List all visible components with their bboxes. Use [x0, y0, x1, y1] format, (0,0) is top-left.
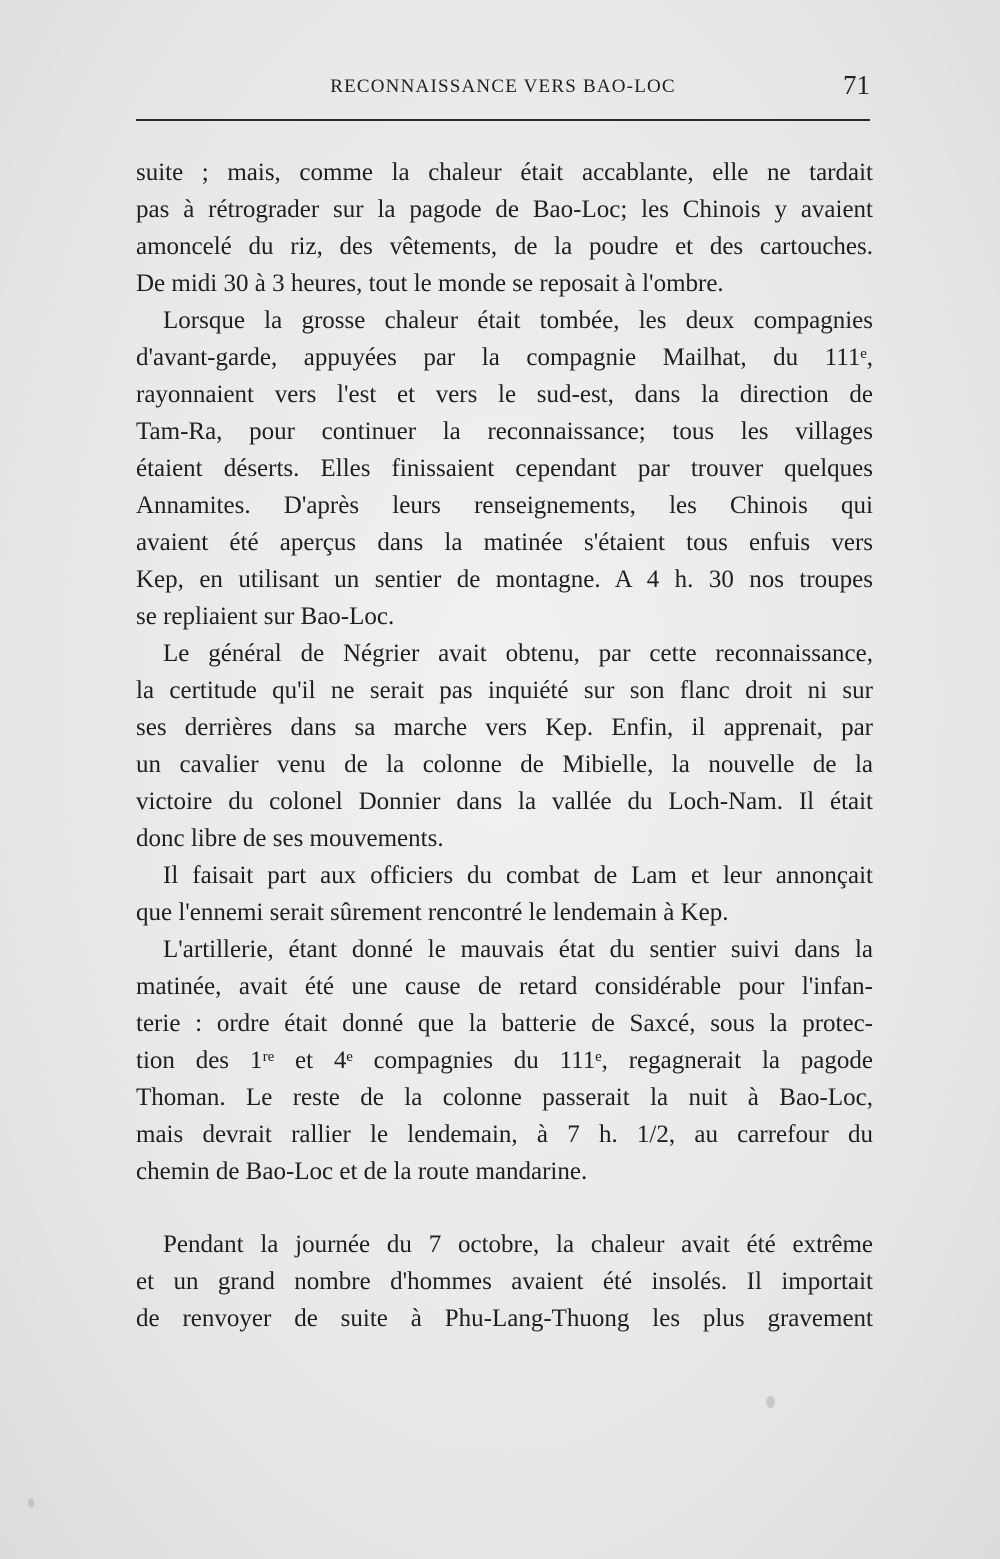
text-line: Le général de Négrier avait obtenu, par cette reconnaissance, — [163, 640, 873, 667]
text-line: que l'ennemi serait sûrement rencontré le lendemain à Kep. — [136, 899, 729, 926]
text-line: Thoman. Le reste de la colonne passerait la nuit à Bao-Loc, — [136, 1084, 873, 1111]
text-line: matinée, avait été une cause de retard considérable pour l'infan- — [136, 973, 873, 1000]
text-line: suite ; mais, comme la chaleur était accablante, elle ne tardait — [136, 159, 873, 186]
text-line: rayonnaient vers l'est et vers le sud-est, dans la direction de — [136, 381, 873, 408]
body-text — [136, 154, 873, 1337]
text-line: pas à rétrograder sur la pagode de Bao-Loc; les Chinois y avaient — [136, 196, 873, 223]
text-line: étaient déserts. Elles finissaient cependant par trouver quelques — [136, 455, 873, 482]
text-line: Tam-Ra, pour continuer la reconnaissance; tous les villages — [136, 418, 873, 445]
text-line: un cavalier venu de la colonne de Mibielle, la nouvelle de la — [136, 751, 873, 778]
text-line: la certitude qu'il ne serait pas inquiété sur son flanc droit ni sur — [136, 677, 873, 704]
text-line: Lorsque la grosse chaleur était tombée, les deux compagnies — [163, 307, 873, 334]
text-line: amoncelé du riz, des vêtements, de la poudre et des cartouches. — [136, 233, 873, 260]
section-gap — [136, 1190, 873, 1226]
text-line: se repliaient sur Bao-Loc. — [136, 603, 395, 630]
text-line: avaient été aperçus dans la matinée s'étaient tous enfuis vers — [136, 529, 873, 556]
text-line: ses derrières dans sa marche vers Kep. Enfin, il apprenait, par — [136, 714, 873, 741]
running-title: RECONNAISSANCE VERS BAO-LOC — [330, 76, 676, 97]
text-line: L'artillerie, étant donné le mauvais état du sentier suivi dans la — [163, 936, 873, 963]
text-line: Il faisait part aux officiers du combat de Lam et leur annonçait — [163, 862, 873, 889]
text-line: et un grand nombre d'hommes avaient été insolés. Il importait — [136, 1268, 873, 1295]
text-line: donc libre de ses mouvements. — [136, 825, 444, 852]
running-head — [136, 70, 870, 104]
header-rule — [136, 119, 870, 121]
text-line: terie : ordre était donné que la batterie de Saxcé, sous la protec- — [136, 1010, 873, 1037]
text-line: Kep, en utilisant un sentier de montagne. A 4 h. 30 nos troupes — [136, 566, 873, 593]
text-line: tion des 1ʳᵉ et 4ᵉ compagnies du 111ᵉ, regagnerait la pagode — [136, 1047, 873, 1074]
paper-blemish — [28, 1498, 34, 1508]
page-number: 71 — [843, 70, 870, 100]
text-line: Annamites. D'après leurs renseignements, les Chinois qui — [136, 492, 873, 519]
text-line: chemin de Bao-Loc et de la route mandarine. — [136, 1158, 588, 1185]
text-line: De midi 30 à 3 heures, tout le monde se reposait à l'ombre. — [136, 270, 724, 297]
paper-blemish — [766, 1396, 775, 1408]
text-line: victoire du colonel Donnier dans la vallée du Loch-Nam. Il était — [136, 788, 873, 815]
text-line: de renvoyer de suite à Phu-Lang-Thuong les plus gravement — [136, 1305, 873, 1332]
text-line: Pendant la journée du 7 octobre, la chaleur avait été extrême — [163, 1231, 873, 1258]
text-line: mais devrait rallier le lendemain, à 7 h. 1/2, au carrefour du — [136, 1121, 873, 1148]
text-line: d'avant-garde, appuyées par la compagnie Mailhat, du 111ᵉ, — [136, 344, 873, 371]
